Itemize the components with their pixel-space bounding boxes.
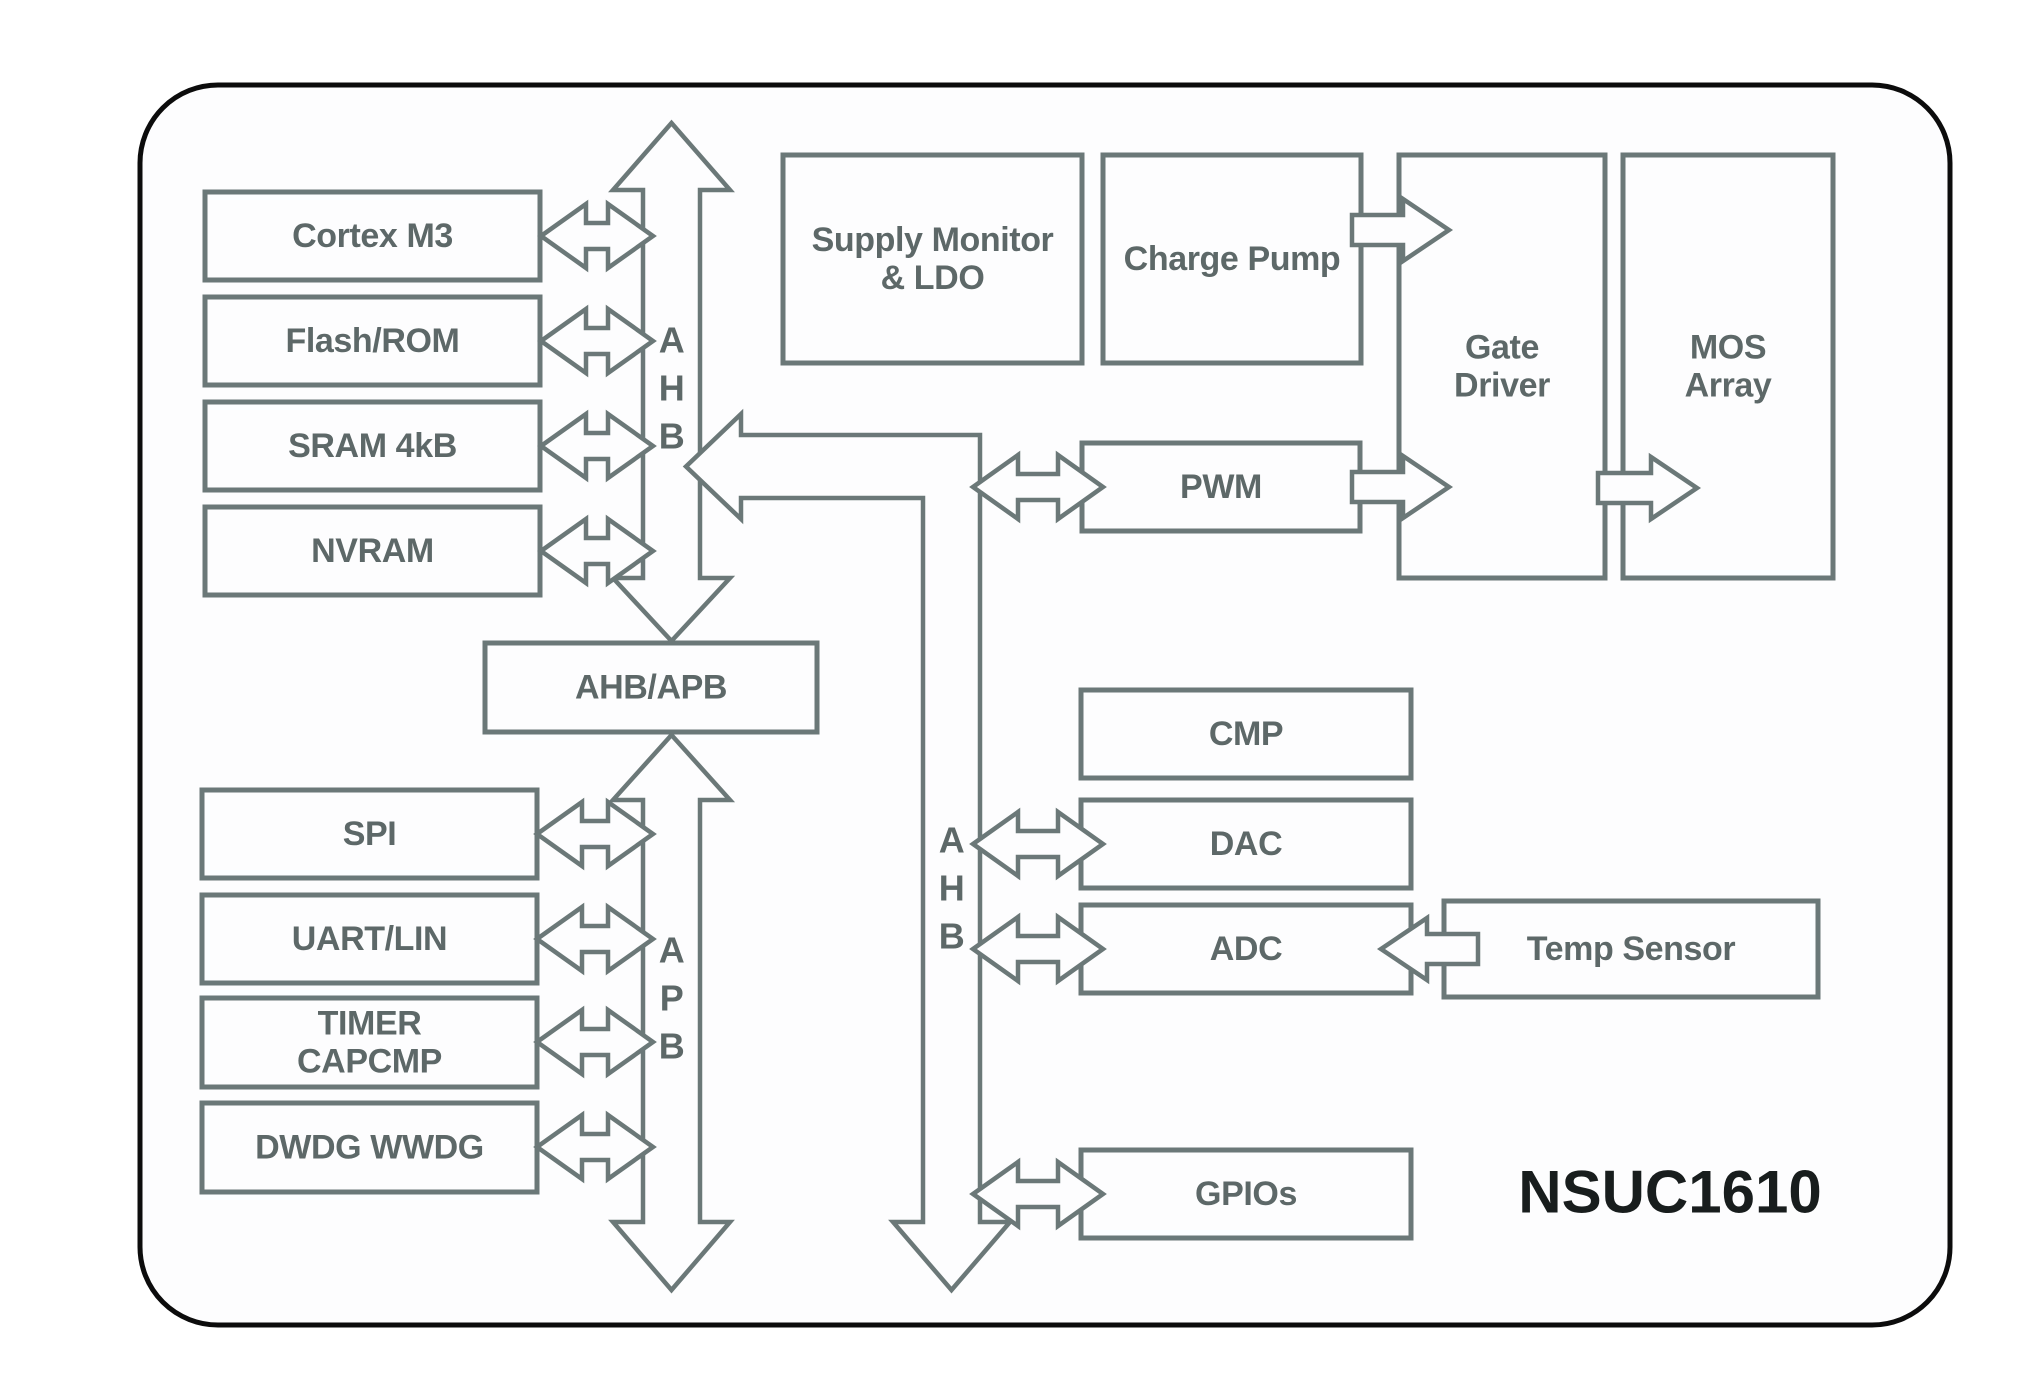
label-gate: Gate [1465,328,1539,367]
label-supply-monitor: Supply Monitor [811,221,1054,259]
label-cmp: CMP [1208,715,1284,753]
ahb-left-letter-b: B [658,415,685,457]
label-uart-lin: UART/LIN [291,920,448,958]
label-nvram: NVRAM [311,532,434,570]
label-flash-rom: Flash/ROM [285,322,460,360]
label-ldo: & LDO [880,259,985,297]
label-sram: SRAM 4kB [288,427,457,465]
label-mos: MOS [1689,328,1767,367]
label-pwm: PWM [1180,468,1262,506]
label-timer: TIMER [317,1004,422,1043]
ahb-right-letter-h: H [938,867,965,909]
label-driver: Driver [1454,366,1550,405]
label-ahb-apb-bridge: AHB/APB [574,668,728,707]
label-temp-sensor: Temp Sensor [1526,930,1736,968]
apb-letter-p: P [659,977,684,1019]
label-gpios: GPIOs [1195,1175,1297,1213]
label-dac: DAC [1209,825,1283,863]
label-charge-pump: Charge Pump [1123,240,1341,278]
label-spi: SPI [342,815,397,853]
label-array: Array [1684,366,1772,405]
ahb-left-letter-a: A [658,319,685,361]
chip-name: NSUC1610 [1518,1158,1822,1226]
label-capcmp: CAPCMP [297,1042,442,1081]
ahb-right-letter-b: B [938,915,965,957]
ahb-right-letter-a: A [938,819,965,861]
ahb-left-letter-h: H [658,367,685,409]
apb-letter-a: A [658,929,685,971]
apb-letter-b: B [658,1025,685,1067]
label-adc: ADC [1209,930,1283,968]
label-dwdg-wwdg: DWDG WWDG [255,1128,484,1167]
label-cortex-m3: Cortex M3 [292,217,453,255]
